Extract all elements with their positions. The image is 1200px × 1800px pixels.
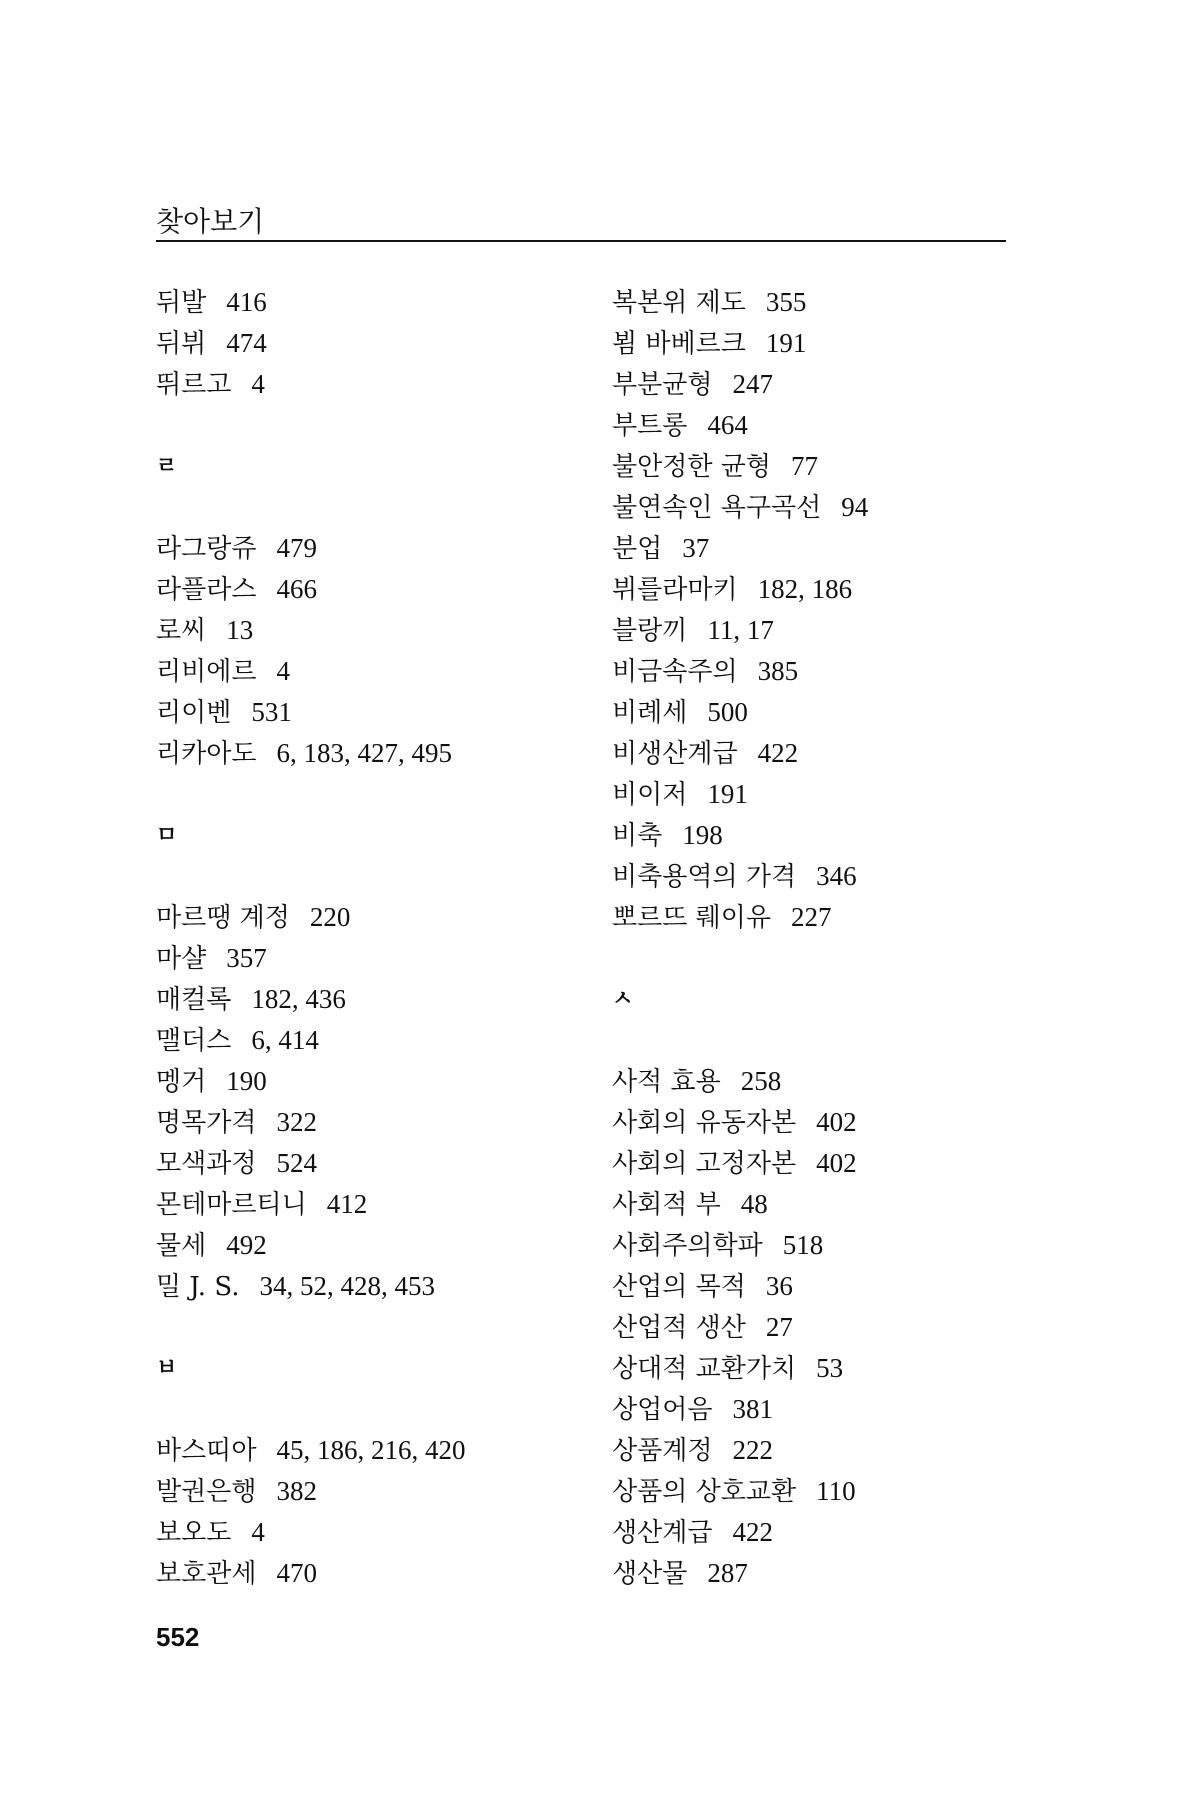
index-page-refs: 48 (740, 1189, 768, 1219)
index-page-refs: 346 (816, 861, 857, 891)
index-page-refs: 531 (251, 697, 292, 727)
index-term: 부분균형 (612, 370, 713, 400)
index-term: 불연속인 욕구곡선 (612, 493, 822, 523)
index-page-refs: 13 (226, 615, 254, 645)
index-term: 사회주의학파 (612, 1231, 763, 1261)
index-page-refs: 382 (276, 1476, 317, 1506)
index-page-refs: 45, 186, 216, 420 (276, 1435, 466, 1465)
index-term: 뽀르뜨 뤠이유 (612, 903, 771, 933)
index-term: 명목가격 (156, 1108, 257, 1138)
section-gap (156, 405, 576, 446)
index-term: 사적 효용 (612, 1067, 721, 1097)
index-page-refs: 412 (326, 1189, 368, 1219)
section-gap (612, 938, 1032, 979)
index-entry (612, 487, 1032, 528)
index-page-refs: 422 (732, 1517, 773, 1547)
index-entry (612, 1471, 1032, 1512)
index-page-refs: 6, 414 (251, 1025, 319, 1055)
index-entry (156, 569, 576, 610)
index-term: 생산물 (612, 1559, 688, 1589)
index-term: 생산계급 (612, 1518, 713, 1548)
index-entry (612, 528, 1032, 569)
index-page-refs: 4 (251, 1517, 265, 1547)
index-entry (156, 1430, 576, 1471)
index-page-refs: 247 (732, 369, 773, 399)
index-entry (612, 774, 1032, 815)
index-entry (612, 1348, 1032, 1389)
index-entry (156, 1512, 576, 1553)
index-term: 불안정한 균형 (612, 452, 771, 482)
section-letter-heading: ㄹ (156, 454, 178, 479)
index-page-refs: 500 (707, 697, 748, 727)
index-entry (612, 1430, 1032, 1471)
index-page-refs: 492 (226, 1230, 267, 1260)
index-page-refs: 11, 17 (707, 615, 774, 645)
section-gap (156, 1307, 576, 1348)
page-number: 552 (156, 1622, 200, 1652)
index-term: 모색과정 (156, 1149, 257, 1179)
index-entry (156, 979, 576, 1020)
index-entry (612, 1512, 1032, 1553)
index-term: 블랑끼 (612, 616, 688, 646)
index-page-refs: 182, 436 (251, 984, 346, 1014)
index-term: 뒤발 (156, 288, 207, 318)
index-entry (612, 364, 1032, 405)
index-term: 사회의 고정자본 (612, 1149, 797, 1179)
index-term: 멩거 (156, 1067, 207, 1097)
index-page-refs: 110 (816, 1476, 856, 1506)
index-column-right (612, 282, 1032, 1594)
index-entry (156, 1471, 576, 1512)
index-page-refs: 37 (682, 533, 710, 563)
index-page-refs: 357 (226, 943, 267, 973)
index-term: 뛰르고 (156, 370, 232, 400)
index-page-refs: 381 (732, 1394, 773, 1424)
index-page-refs: 322 (276, 1107, 317, 1137)
index-entry (612, 815, 1032, 856)
index-page-refs: 4 (276, 656, 290, 686)
index-page-refs: 258 (740, 1066, 782, 1096)
index-term: 상품계정 (612, 1436, 713, 1466)
section-gap (156, 774, 576, 815)
index-entry (612, 897, 1032, 938)
index-entry (156, 1061, 576, 1102)
index-page-refs: 466 (276, 574, 317, 604)
index-page-refs: 416 (226, 287, 267, 317)
index-entry (612, 1553, 1032, 1594)
section-gap (156, 1389, 576, 1430)
index-entry (156, 1102, 576, 1143)
index-entry (156, 1266, 576, 1307)
index-entry (612, 1061, 1032, 1102)
index-term: 밀 J. S. (156, 1272, 240, 1302)
index-term: 보호관세 (156, 1559, 257, 1589)
index-entry (156, 1143, 576, 1184)
index-entry (156, 364, 576, 405)
index-entry (156, 1225, 576, 1266)
index-term: 분업 (612, 534, 663, 564)
index-term: 비례세 (612, 698, 688, 728)
index-entry (156, 610, 576, 651)
index-term: 라플라스 (156, 575, 257, 605)
index-page-refs: 474 (226, 328, 267, 358)
index-term: 마르땡 계정 (156, 903, 290, 933)
index-page-refs: 479 (276, 533, 317, 563)
index-entry (612, 569, 1032, 610)
index-page-refs: 190 (226, 1066, 267, 1096)
index-page-refs: 402 (816, 1148, 857, 1178)
index-page-refs: 227 (790, 902, 832, 932)
index-term: 사회의 유동자본 (612, 1108, 797, 1138)
section-gap (156, 856, 576, 897)
index-term: 부트롱 (612, 411, 688, 441)
index-entry (612, 282, 1032, 323)
index-entry (612, 405, 1032, 446)
index-term: 상품의 상호교환 (612, 1477, 797, 1507)
index-entry (612, 651, 1032, 692)
index-term: 매컬록 (156, 985, 232, 1015)
index-page-refs: 191 (765, 328, 807, 358)
index-column-left (156, 282, 576, 1594)
index-entry (612, 1266, 1032, 1307)
index-page-refs: 355 (765, 287, 807, 317)
index-term: 산업의 목적 (612, 1272, 746, 1302)
section-letter-heading: ㅂ (156, 1356, 178, 1381)
index-page-refs: 77 (790, 451, 818, 481)
index-page-refs: 518 (782, 1230, 824, 1260)
index-page-refs: 198 (682, 820, 723, 850)
index-page-refs: 422 (757, 738, 799, 768)
index-term: 상대적 교환가치 (612, 1354, 797, 1384)
index-term: 복본위 제도 (612, 288, 746, 318)
index-entry (612, 1225, 1032, 1266)
index-entry (156, 692, 576, 733)
index-entry (156, 1553, 576, 1594)
index-page-refs: 524 (276, 1148, 317, 1178)
index-term: 비축 (612, 821, 663, 851)
header-rule (156, 240, 1006, 242)
index-page-refs: 53 (816, 1353, 844, 1383)
index-entry (612, 323, 1032, 364)
index-entry (612, 1307, 1032, 1348)
index-term: 비이저 (612, 780, 688, 810)
index-page-refs: 34, 52, 428, 453 (259, 1271, 435, 1301)
index-entry (612, 856, 1032, 897)
index-entry (156, 938, 576, 979)
section-gap (612, 1020, 1032, 1061)
index-page-refs: 191 (707, 779, 748, 809)
index-term: 물세 (156, 1231, 207, 1261)
index-term: 바스띠아 (156, 1436, 257, 1466)
index-term: 상업어음 (612, 1395, 713, 1425)
index-entry (612, 1143, 1032, 1184)
index-page-refs: 94 (841, 492, 869, 522)
index-term: 사회적 부 (612, 1190, 721, 1220)
index-term: 리비에르 (156, 657, 257, 687)
index-entry (612, 1102, 1032, 1143)
index-entry (612, 446, 1032, 487)
index-term: 발권은행 (156, 1477, 257, 1507)
section-letter-heading: ㅁ (156, 823, 178, 848)
index-term: 리이벤 (156, 698, 232, 728)
index-term: 몬테마르티니 (156, 1190, 307, 1220)
index-page-refs: 182, 186 (757, 574, 853, 604)
index-term: 산업적 생산 (612, 1313, 746, 1343)
index-page-refs: 222 (732, 1435, 773, 1465)
index-entry (156, 323, 576, 364)
index-term: 보오도 (156, 1518, 232, 1548)
section-gap (156, 487, 576, 528)
index-term: 마샬 (156, 944, 207, 974)
index-page-refs: 470 (276, 1558, 317, 1588)
index-entry (156, 733, 576, 774)
index-page-refs: 36 (765, 1271, 793, 1301)
index-term: 리카아도 (156, 739, 257, 769)
index-entry (612, 1184, 1032, 1225)
index-page-refs: 6, 183, 427, 495 (276, 738, 452, 768)
index-entry (612, 1389, 1032, 1430)
index-page-refs: 27 (765, 1312, 793, 1342)
index-page-refs: 385 (757, 656, 799, 686)
index-entry (156, 1020, 576, 1061)
section-letter-heading: ㅅ (612, 987, 634, 1012)
index-page-refs: 4 (251, 369, 265, 399)
index-entry (156, 282, 576, 323)
index-entry (156, 651, 576, 692)
index-entry (612, 733, 1032, 774)
index-entry (156, 1184, 576, 1225)
index-term: 뵘 바베르크 (612, 329, 746, 359)
index-term: 비금속주의 (612, 657, 738, 687)
index-entry (156, 528, 576, 569)
index-page-refs: 287 (707, 1558, 748, 1588)
index-page-refs: 464 (707, 410, 748, 440)
index-entry (156, 897, 576, 938)
index-page-refs: 220 (309, 902, 351, 932)
index-page-refs: 402 (816, 1107, 857, 1137)
index-term: 비축용역의 가격 (612, 862, 797, 892)
index-entry (612, 610, 1032, 651)
index-term: 뒤뷔 (156, 329, 207, 359)
index-term: 맬더스 (156, 1026, 232, 1056)
index-term: 로씨 (156, 616, 207, 646)
index-entry (612, 692, 1032, 733)
index-term: 비생산계급 (612, 739, 738, 769)
index-term: 뷔를라마키 (612, 575, 738, 605)
running-header: 찾아보기 (156, 205, 265, 238)
index-term: 라그랑쥬 (156, 534, 257, 564)
